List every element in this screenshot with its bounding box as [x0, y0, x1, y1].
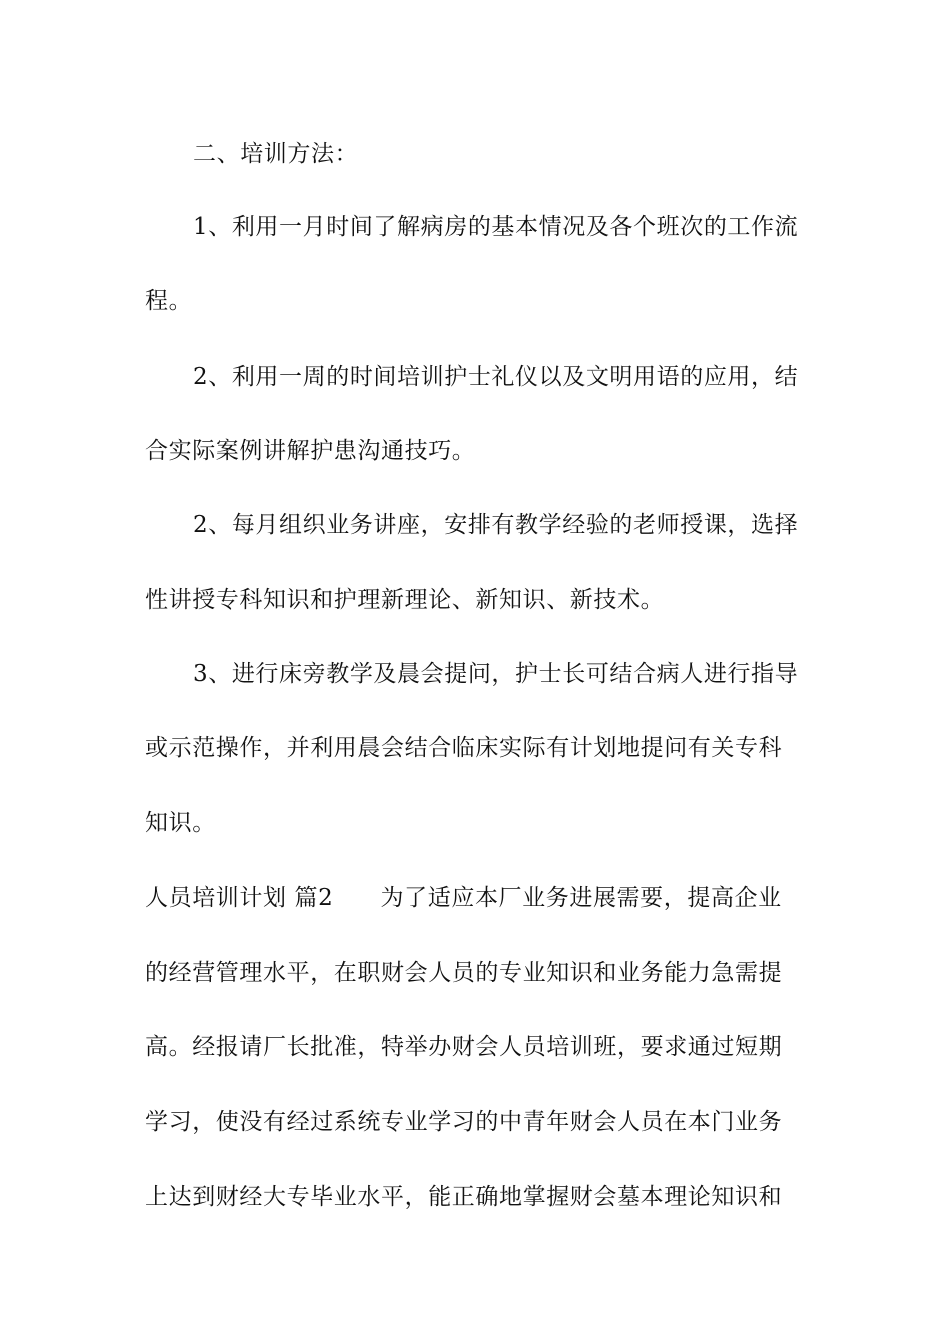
section-heading-training-methods: 二、培训方法：: [193, 141, 359, 167]
paragraph-line: 高。经报请厂长批准，特举办财会人员培训班，要求通过短期: [145, 1034, 783, 1060]
paragraph-line: 或示范操作，并利用晨会结合临床实际有计划地提问有关专科: [145, 735, 783, 761]
paragraph-line: 的经营管理水平，在职财会人员的专业知识和业务能力急需提: [145, 960, 783, 986]
paragraph-line: 程。: [145, 288, 193, 314]
paragraph-line: 学习，使没有经过系统专业学习的中青年财会人员在本门业务: [145, 1109, 783, 1135]
paragraph-line: 3、进行床旁教学及晨会提问，护士长可结合病人进行指导: [193, 661, 799, 687]
paragraph-line: 上达到财经大专毕业水平，能正确地掌握财会墓本理论知识和: [145, 1184, 783, 1210]
paragraph-line: 1、利用一月时间了解病房的基本情况及各个班次的工作流: [193, 214, 799, 240]
paragraph-line: 2、每月组织业务讲座，安排有教学经验的老师授课，选择: [193, 512, 799, 538]
paragraph-line: 2、利用一周的时间培训护士礼仪以及文明用语的应用，结: [193, 364, 799, 390]
plan-heading-line: 人员培训计划 篇2 为了适应本厂业务进展需要，提高企业: [145, 885, 782, 911]
paragraph-line: 知识。: [145, 810, 216, 836]
paragraph-line: 合实际案例讲解护患沟通技巧。: [145, 438, 476, 464]
paragraph-line: 性讲授专科知识和护理新理论、新知识、新技术。: [145, 587, 665, 613]
